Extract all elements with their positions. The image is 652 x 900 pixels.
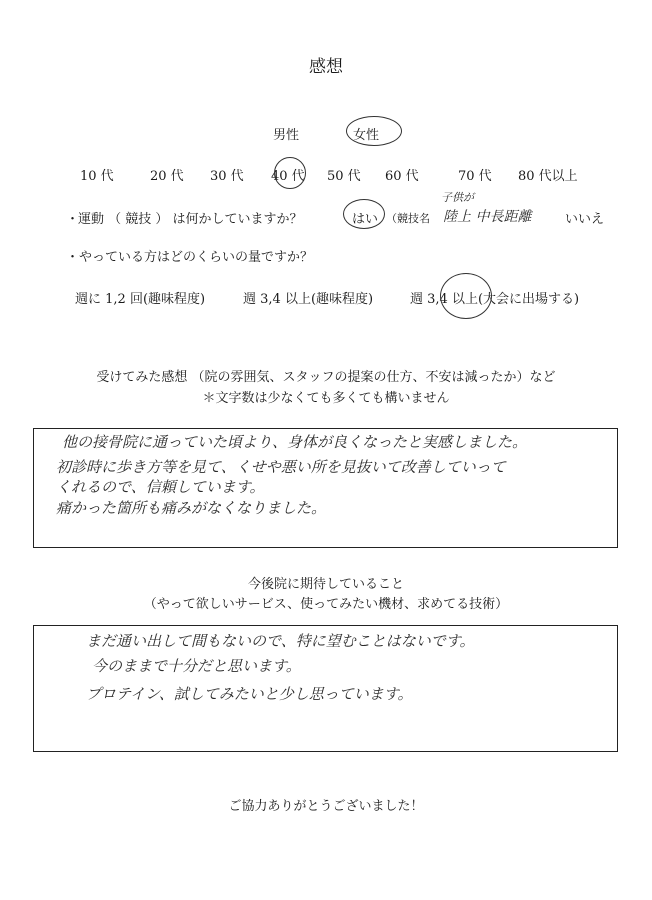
sports-question: 運動 （ 競技 ） は何かしていますか？ — [78, 212, 303, 227]
yes-selection-circle — [343, 199, 385, 229]
amount-option-competition[interactable]: 週 3,4 以上(大会に出場する) — [410, 292, 580, 307]
amount-option-hobby[interactable]: 週 3,4 以上(趣味程度) — [243, 292, 374, 307]
sports-no[interactable]: いいえ — [565, 212, 605, 227]
sports-yes[interactable]: はい — [352, 212, 379, 227]
expectation-heading: 今後院に期待していること — [247, 577, 404, 592]
age-70s[interactable]: 70 代 — [458, 169, 492, 184]
handwritten-note: 子供が — [441, 191, 474, 204]
handwritten-competition: 陸上 中長距離 — [443, 209, 532, 225]
age-80s-plus[interactable]: 80 代以上 — [518, 169, 578, 184]
expectation-line: 今のままで十分だと思います。 — [92, 657, 301, 675]
amount-option-light[interactable]: 週に 1,2 回(趣味程度) — [75, 292, 206, 307]
expectation-line: プロテイン、試してみたいと少し思っています。 — [86, 685, 413, 703]
age-50s[interactable]: 50 代 — [327, 169, 361, 184]
amount-question: ・やっている方はどのくらいの量ですか？ — [66, 250, 314, 265]
female-selection-circle — [346, 116, 402, 146]
impression-line: くれるので、信頼しています。 — [56, 478, 265, 496]
sports-bullet: ・ — [66, 212, 80, 227]
age-20s[interactable]: 20 代 — [150, 169, 184, 184]
competition-selection-circle — [440, 273, 492, 319]
impression-answer-box — [33, 428, 618, 548]
impression-line: 初診時に歩き方等を見て、くせや悪い所を見抜いて改善していって — [56, 458, 506, 476]
age-30s[interactable]: 30 代 — [210, 169, 244, 184]
impression-note: ＊文字数は少なくても多くても構いません — [202, 391, 450, 406]
gender-male[interactable]: 男性 — [273, 128, 300, 143]
page-title: 感想 — [309, 57, 343, 77]
impression-line: 他の接骨院に通っていた頃より、身体が良くなったと実感しました。 — [62, 433, 528, 451]
expectation-line: まだ通い出して間もないので、特に望むことはないです。 — [86, 632, 475, 650]
thanks-message: ご協力ありがとうございました！ — [228, 799, 424, 814]
impression-heading: 受けてみた感想 （院の雰囲気、スタッフの提案の仕方、不安は減ったか）など — [96, 370, 556, 385]
gender-female[interactable]: 女性 — [353, 128, 380, 143]
expectation-answer-box — [33, 625, 618, 752]
competition-name-label: （競技名 — [386, 212, 430, 225]
age-10s[interactable]: 10 代 — [80, 169, 114, 184]
age-60s[interactable]: 60 代 — [385, 169, 419, 184]
expectation-sub: （やって欲しいサービス、使ってみたい機材、求めてる技術） — [143, 597, 509, 612]
age-40s-selection-circle — [274, 157, 306, 189]
age-40s[interactable]: 40 代 — [271, 169, 305, 184]
impression-line: 痛かった箇所も痛みがなくなりました。 — [56, 499, 327, 517]
